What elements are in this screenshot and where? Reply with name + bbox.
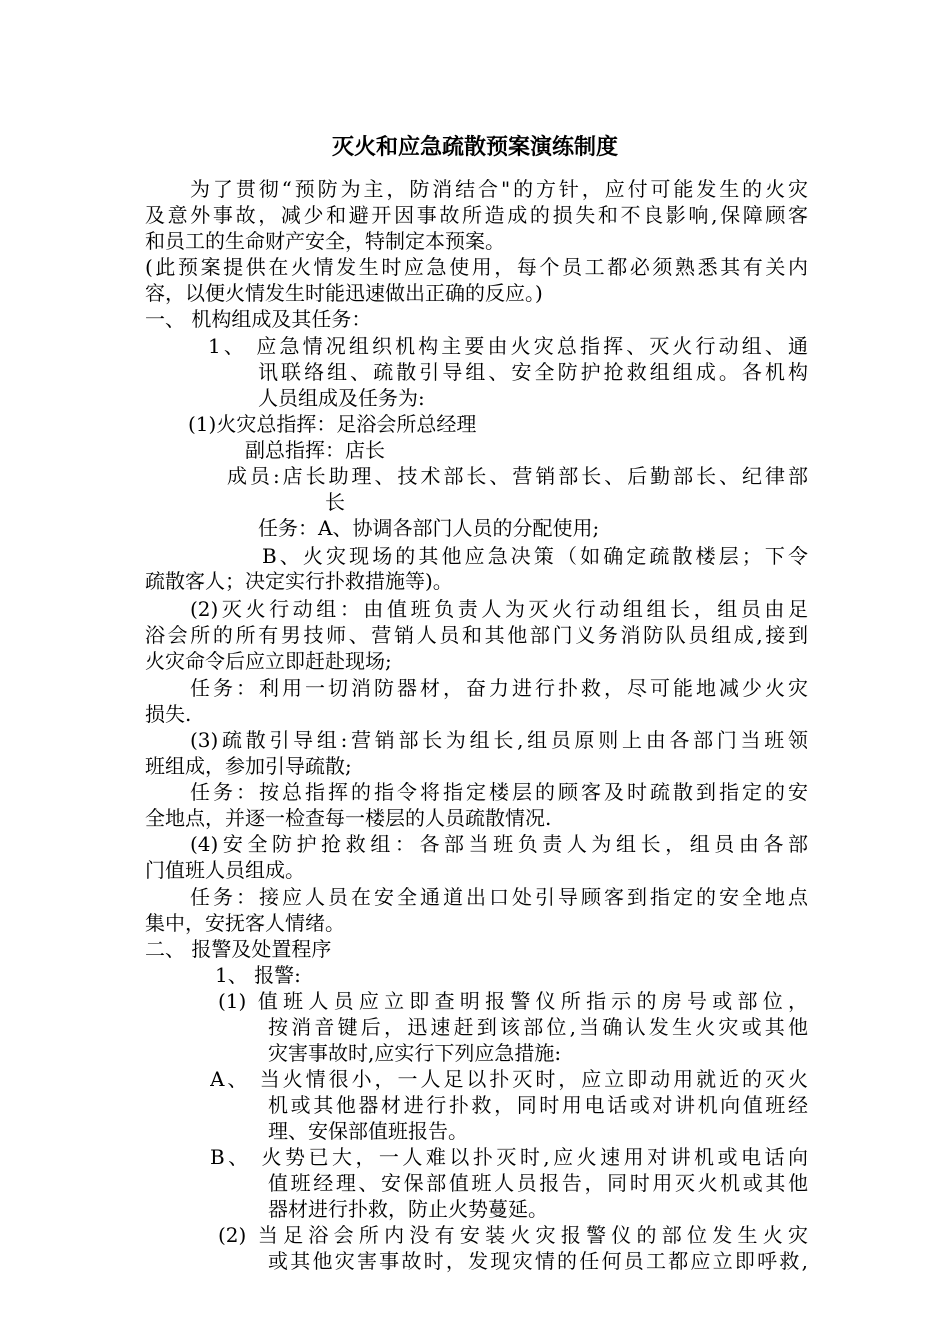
- paragraph-line: (3)疏散引导组:营销部长为组长,组员原则上由各部门当班领: [190, 728, 808, 752]
- paragraph-line: 1、 报警:: [215, 963, 301, 987]
- paragraph-line: 浴会所的所有男技师、营销人员和其他部门义务消防队员组成,接到: [145, 623, 808, 647]
- paragraph-line: B、 火势已大，一人难以扑灭时,应火速用对讲机或电话向: [210, 1145, 808, 1169]
- paragraph-line: 一、 机构组成及其任务：: [145, 307, 372, 331]
- paragraph-line: 按消音键后，迅速赶到该部位,当确认发生火灾或其他: [268, 1015, 808, 1039]
- paragraph-line: 及意外事故，减少和避开因事故所造成的损失和不良影响,保障顾客: [145, 203, 808, 227]
- paragraph-line: 容，以便火情发生时能迅速做出正确的反应。): [145, 281, 543, 305]
- paragraph-line: 机或其他器材进行扑救，同时用电话或对讲机向值班经: [268, 1093, 808, 1117]
- paragraph-line: 二、 报警及处置程序: [145, 937, 332, 961]
- paragraph-line: 疏散客人；决定实行扑救措施等)。: [145, 569, 453, 593]
- paragraph-line: 全地点，并逐一检查每一楼层的人员疏散情况.: [145, 806, 552, 830]
- paragraph-line: 理、安保部值班报告。: [268, 1119, 468, 1143]
- paragraph-line: B、火灾现场的其他应急决策（如确定疏散楼层；下令: [262, 544, 808, 568]
- paragraph-line: 任务：利用一切消防器材，奋力进行扑救，尽可能地减少火灾: [190, 676, 808, 700]
- paragraph-line: 班组成，参加引导疏散;: [145, 754, 352, 778]
- paragraph-line: 或其他灾害事故时，发现灾情的任何员工都应立即呼救,: [268, 1249, 808, 1273]
- paragraph-line: 任务：按总指挥的指令将指定楼层的顾客及时疏散到指定的安: [190, 780, 808, 804]
- paragraph-line: 讯联络组、疏散引导组、安全防护抢救组组成。各机构: [258, 360, 808, 384]
- paragraph-line: 值班经理、安保部值班人员报告，同时用灭火机或其他: [268, 1171, 808, 1195]
- paragraph-line: 损失.: [145, 702, 192, 726]
- paragraph-line: 和员工的生命财产安全，特制定本预案。: [145, 229, 505, 253]
- paragraph-line: (此预案提供在火情发生时应急使用，每个员工都必须熟悉其有关内: [145, 255, 808, 279]
- paragraph-line: 门值班人员组成。: [145, 858, 305, 882]
- paragraph-line: A、 当火情很小，一人足以扑灭时，应立即动用就近的灭火: [210, 1067, 808, 1091]
- paragraph-line: 灾害事故时,应实行下列应急措施:: [268, 1041, 562, 1065]
- paragraph-line: 器材进行扑救，防止火势蔓延。: [268, 1197, 548, 1221]
- paragraph-line: (2) 当足浴会所内没有安装火灾报警仪的部位发生火灾: [218, 1223, 808, 1247]
- paragraph-line: 长: [325, 490, 345, 514]
- paragraph-line: 为了贯彻“预防为主，防消结合"的方针，应付可能发生的火灾: [190, 177, 808, 201]
- paragraph-line: 任务：接应人员在安全通道出口处引导顾客到指定的安全地点: [190, 885, 808, 909]
- paragraph-line: (2)灭火行动组：由值班负责人为灭火行动组组长，组员由足: [190, 597, 808, 621]
- paragraph-line: 任务：A、协调各部门人员的分配使用;: [258, 516, 600, 540]
- document-title: 灭火和应急疏散预案演练制度: [331, 135, 618, 160]
- paragraph-line: 成员:店长助理、技术部长、营销部长、后勤部长、纪律部: [227, 464, 808, 488]
- paragraph-line: 集中，安抚客人情绪。: [145, 911, 345, 935]
- paragraph-line: (1) 值班人员应立即查明报警仪所指示的房号或部位，: [218, 989, 808, 1013]
- paragraph-line: 火灾命令后应立即赶赴现场;: [145, 649, 392, 673]
- paragraph-line: 副总指挥：店长: [245, 438, 385, 462]
- paragraph-line: 人员组成及任务为:: [258, 386, 425, 410]
- paragraph-line: 1、 应急情况组织机构主要由火灾总指挥、灭火行动组、通: [208, 334, 808, 358]
- paragraph-line: (4)安全防护抢救组：各部当班负责人为组长，组员由各部: [190, 832, 808, 856]
- paragraph-line: (1)火灾总指挥：足浴会所总经理: [188, 412, 477, 436]
